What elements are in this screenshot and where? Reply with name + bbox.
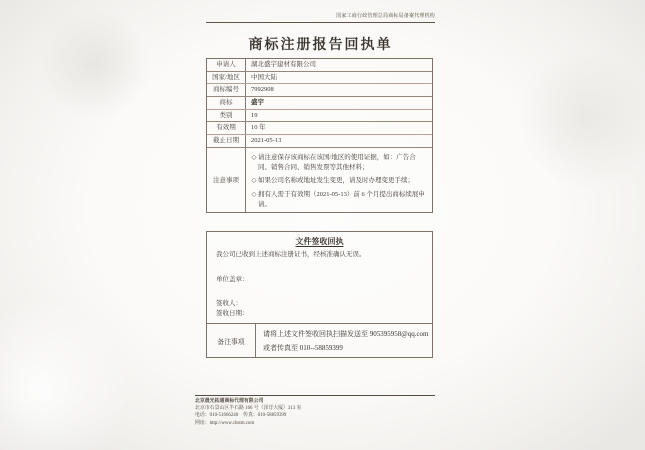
trademark-info-table xyxy=(206,58,433,213)
diamond-bullet-icon: ◇ xyxy=(251,177,257,185)
footer-company-name: 北京晨光拓通商标代理有限公司 xyxy=(195,399,264,404)
company-seal-label: 单位盖章： xyxy=(216,276,249,283)
header-rule xyxy=(206,22,435,23)
row-label: 国家/地区 xyxy=(207,72,246,84)
remarks-body xyxy=(256,324,432,357)
table-row-notes xyxy=(207,148,432,214)
receipt-statement: 我公司已收到上述商标注册证书，经核准确认无误。 xyxy=(216,251,366,258)
document-receipt-section xyxy=(206,231,433,324)
table-row-class xyxy=(207,110,432,123)
row-label: 有效期 xyxy=(207,122,246,134)
note-item xyxy=(250,153,425,173)
note-text: 如果公司名称或地址发生变更，请及时办理变更手续； xyxy=(258,177,414,185)
row-label: 申请人 xyxy=(207,59,246,71)
note-item xyxy=(250,176,425,186)
footer-address: 北京市石景山区半石路 166 号（泽洋大厦）313 室 xyxy=(195,406,302,412)
sign-date-label: 签收日期： xyxy=(216,310,249,317)
note-text: 拥有人需于有效期（2021-05-13）前 6 个月提出商标续展申请。 xyxy=(258,190,425,208)
remarks-section xyxy=(206,324,433,358)
table-row-trademark-number xyxy=(207,84,432,97)
row-label: 类别 xyxy=(207,110,246,122)
agency-note: 国家工商行政管理总局商标局备案代理机构 xyxy=(336,14,435,19)
agency-footer xyxy=(195,395,435,427)
row-value: 2021-05-13 xyxy=(251,137,282,145)
row-value: 10 年 xyxy=(251,124,266,132)
receipt-title: 文件签收回执 xyxy=(295,237,344,246)
row-label: 商标编号 xyxy=(207,84,246,96)
row-label: 截止日期 xyxy=(207,135,246,147)
table-row-validity xyxy=(207,122,432,135)
note-text: 请注意保存该商标在该国/地区的使用证据，如：广告合同、销售合同、销售发票等其他材料； xyxy=(258,153,416,171)
row-value: 7992908 xyxy=(251,86,274,94)
row-value: 湖北盛宇建材有限公司 xyxy=(251,61,316,68)
remarks-line-fax: 或者传真至 010--58859399 xyxy=(263,343,343,352)
remarks-label: 备注事项 xyxy=(207,324,256,357)
table-row-country xyxy=(207,72,432,85)
row-label: 商标 xyxy=(207,97,246,109)
page-title: 商标注册报告回执单 xyxy=(248,38,393,53)
diamond-bullet-icon: ◇ xyxy=(251,190,257,198)
diamond-bullet-icon: ◇ xyxy=(251,153,257,161)
note-item xyxy=(250,190,425,210)
signer-label: 签收人： xyxy=(216,300,242,307)
table-row-applicant xyxy=(207,59,432,72)
footer-website: 网址：http://www.chstm.com xyxy=(195,420,255,426)
row-value: 中国大陆 xyxy=(251,73,277,81)
row-value: 盛宇 xyxy=(251,99,264,107)
notes-list xyxy=(246,148,432,214)
row-value: 19 xyxy=(251,111,258,119)
footer-phone-fax: 电话：010-51666240 传真：010-58859399 xyxy=(195,413,287,419)
notes-label: 注意事项 xyxy=(207,148,246,214)
table-row-expiry-date xyxy=(207,135,432,148)
remarks-line-email: 请将上述文件签收回执扫描发送至 905395958@qq.com xyxy=(263,329,429,338)
table-row-trademark xyxy=(207,97,432,110)
